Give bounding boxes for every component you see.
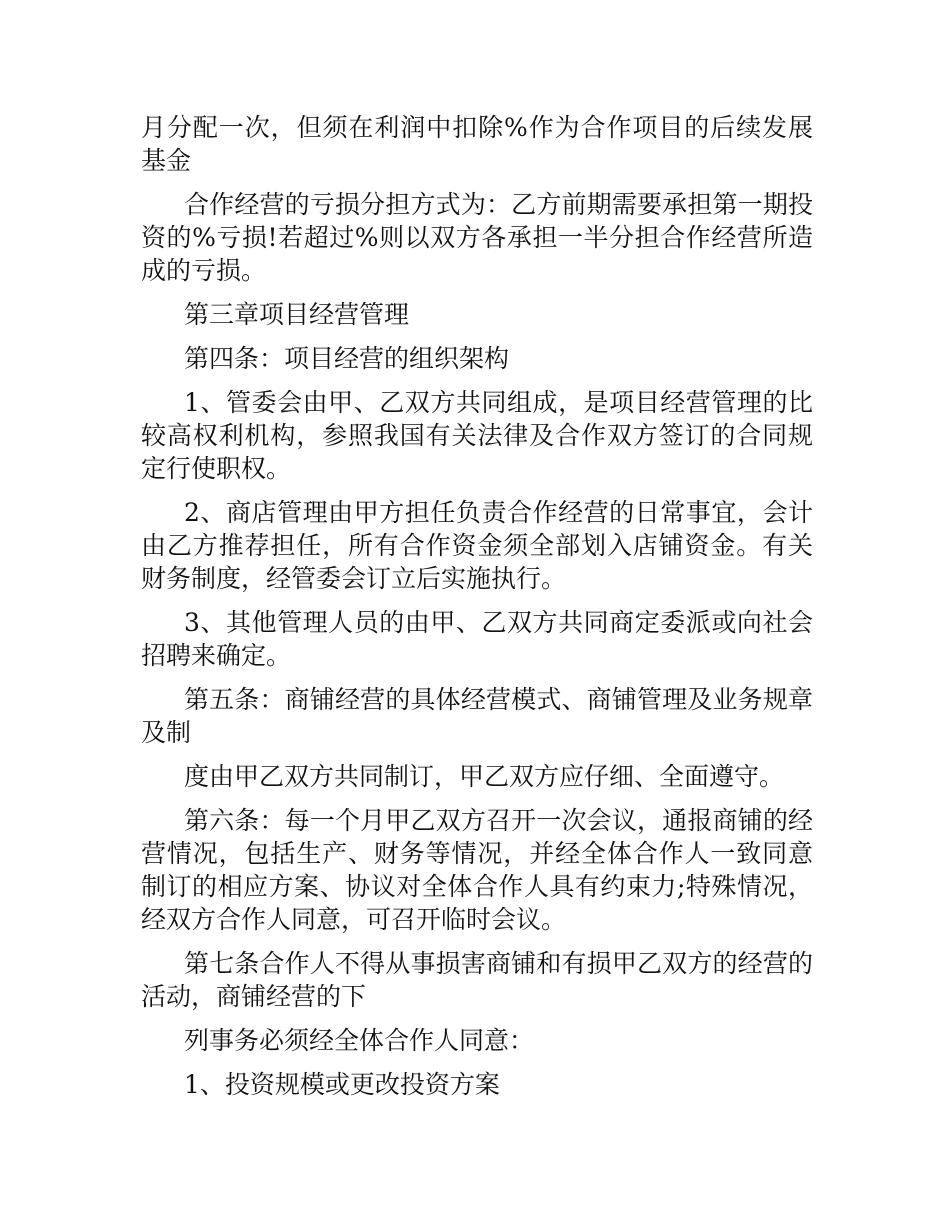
document-body <box>141 111 813 1112</box>
list-item: 1、投资规模或更改投资方案 <box>184 1070 500 1099</box>
paragraph: 第六条：每一个月甲乙双方召开一次会议，通报商铺的经营情况，包括生产、财务等情况，并经全体合作人一致同意制订的相应方案、协议对全体合作人具有约束力;特殊情况，经双方合作人同意，可召开临时会议。 <box>141 806 813 934</box>
paragraph: 月分配一次，但须在利润中扣除%作为合作项目的后续发展基金 <box>141 113 813 175</box>
article-heading: 第四条：项目经营的组织架构 <box>184 344 510 373</box>
paragraph: 合作经营的亏损分担方式为：乙方前期需要承担第一期投资的%亏损!若超过%则以双方各承担一半分担合作经营所造成的亏损。 <box>141 190 813 285</box>
paragraph: 第五条：商铺经营的具体经营模式、商铺管理及业务规章及制 <box>141 685 813 747</box>
chapter-heading: 第三章项目经营管理 <box>184 300 410 329</box>
paragraph: 列事务必须经全体合作人同意： <box>184 1026 535 1055</box>
paragraph: 第七条合作人不得从事损害商铺和有损甲乙双方的经营的活动，商铺经营的下 <box>141 949 813 1011</box>
paragraph: 2、商店管理由甲方担任负责合作经营的日常事宜，会计由乙方推荐担任，所有合作资金须全部划入店铺资金。有关财务制度，经管委会订立后实施执行。 <box>141 498 813 593</box>
paragraph: 3、其他管理人员的由甲、乙双方共同商定委派或向社会招聘来确定。 <box>141 608 813 670</box>
paragraph: 度由甲乙双方共同制订，甲乙双方应仔细、全面遵守。 <box>184 762 785 791</box>
paragraph: 1、管委会由甲、乙双方共同组成，是项目经营管理的比较高权利机构，参照我国有关法律及合作双方签订的合同规定行使职权。 <box>141 388 813 483</box>
